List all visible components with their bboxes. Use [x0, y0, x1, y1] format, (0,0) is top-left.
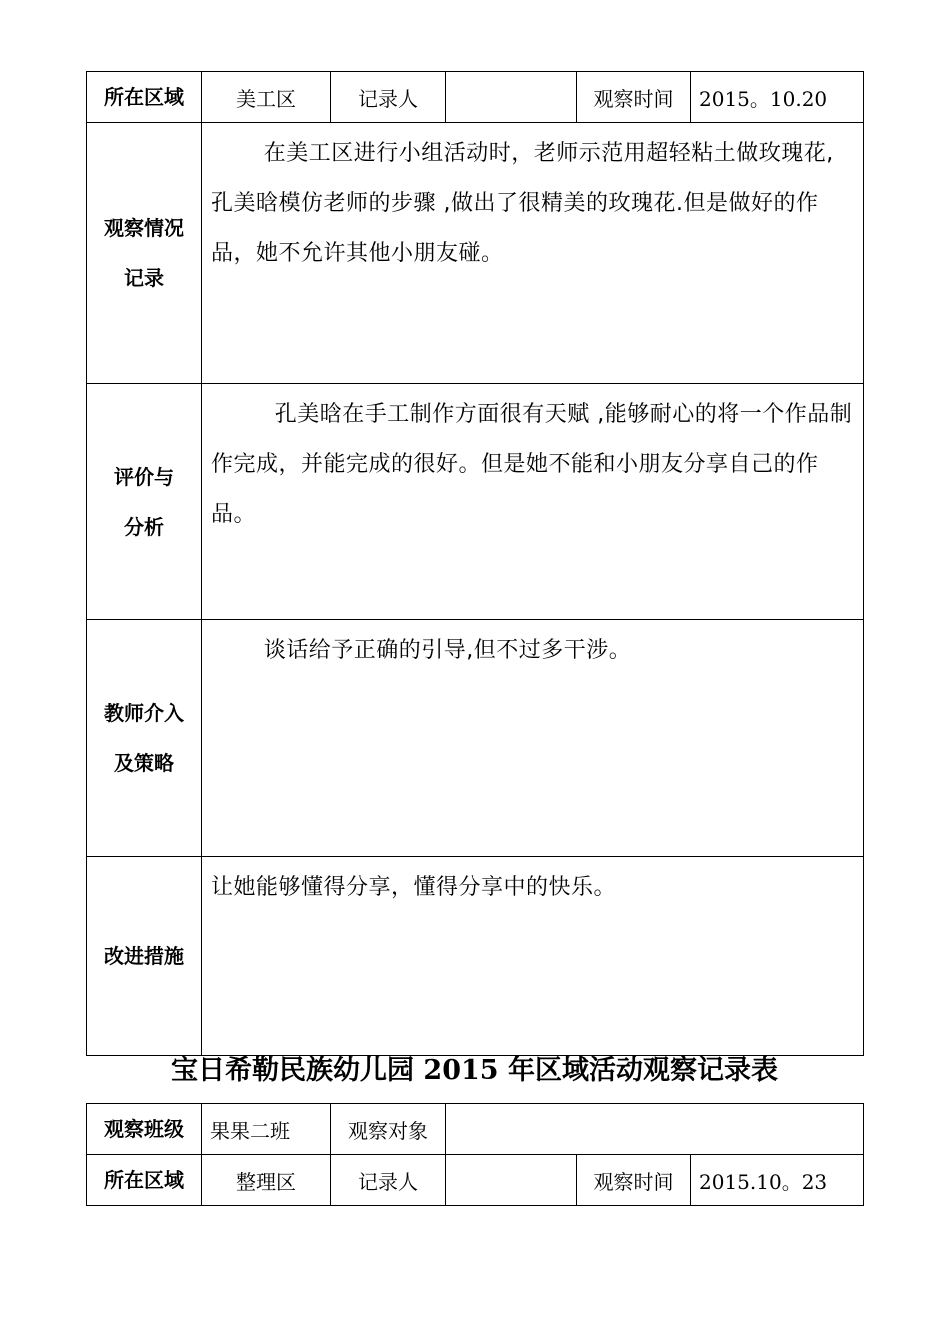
- recorder-value-2: [446, 1155, 577, 1206]
- observation-text: 在美工区进行小组活动时，老师示范用超轻粘土做玫瑰花,孔美晗模仿老师的步骤 ,做出了很精美的玫瑰花.但是做好的作品，她不允许其他小朋友碰。: [202, 123, 864, 384]
- area-label: 所在区域: [87, 72, 202, 123]
- intervention-label-line2: 及策略: [114, 751, 174, 775]
- recorder-value: [446, 72, 577, 123]
- time-label-2: 观察时间: [577, 1155, 691, 1206]
- intervention-text: 谈话给予正确的引导,但不过多干涉。: [202, 620, 864, 857]
- area-label-2: 所在区域: [87, 1155, 202, 1206]
- class-value: 果果二班: [202, 1104, 331, 1155]
- evaluation-label-line2: 分析: [124, 514, 164, 539]
- target-value: [446, 1104, 864, 1155]
- evaluation-label-line1: 评价与: [114, 464, 174, 489]
- target-label: 观察对象: [331, 1104, 446, 1155]
- record-table-1: [86, 71, 864, 1056]
- recorder-label: 记录人: [331, 72, 446, 123]
- intervention-label-line1: 教师介入: [104, 701, 184, 725]
- improvement-text: 让她能够懂得分享，懂得分享中的快乐。: [202, 857, 864, 1056]
- observation-label-line1: 观察情况: [104, 216, 184, 240]
- page-title: 宝日希勒民族幼儿园 2015 年区域活动观察记录表: [171, 1055, 778, 1086]
- time-value-2: 2015.10。23: [691, 1155, 864, 1206]
- area-value: 美工区: [202, 72, 331, 123]
- area-value-2: 整理区: [202, 1155, 331, 1206]
- time-label: 观察时间: [577, 72, 691, 123]
- class-label: 观察班级: [87, 1104, 202, 1155]
- improvement-label: 改进措施: [87, 857, 202, 1056]
- recorder-label-2: 记录人: [331, 1155, 446, 1206]
- evaluation-text: 孔美晗在手工制作方面很有天赋 ,能够耐心的将一个作品制作完成，并能完成的很好。但是她不能和小朋友分享自己的作品。: [202, 384, 864, 620]
- observation-label: [87, 123, 202, 384]
- record-table-2: [86, 1103, 864, 1206]
- intervention-label: [87, 620, 202, 857]
- time-value: 2015。10.20: [691, 72, 864, 123]
- observation-label-line2: 记录: [124, 266, 164, 290]
- evaluation-label: [87, 384, 202, 620]
